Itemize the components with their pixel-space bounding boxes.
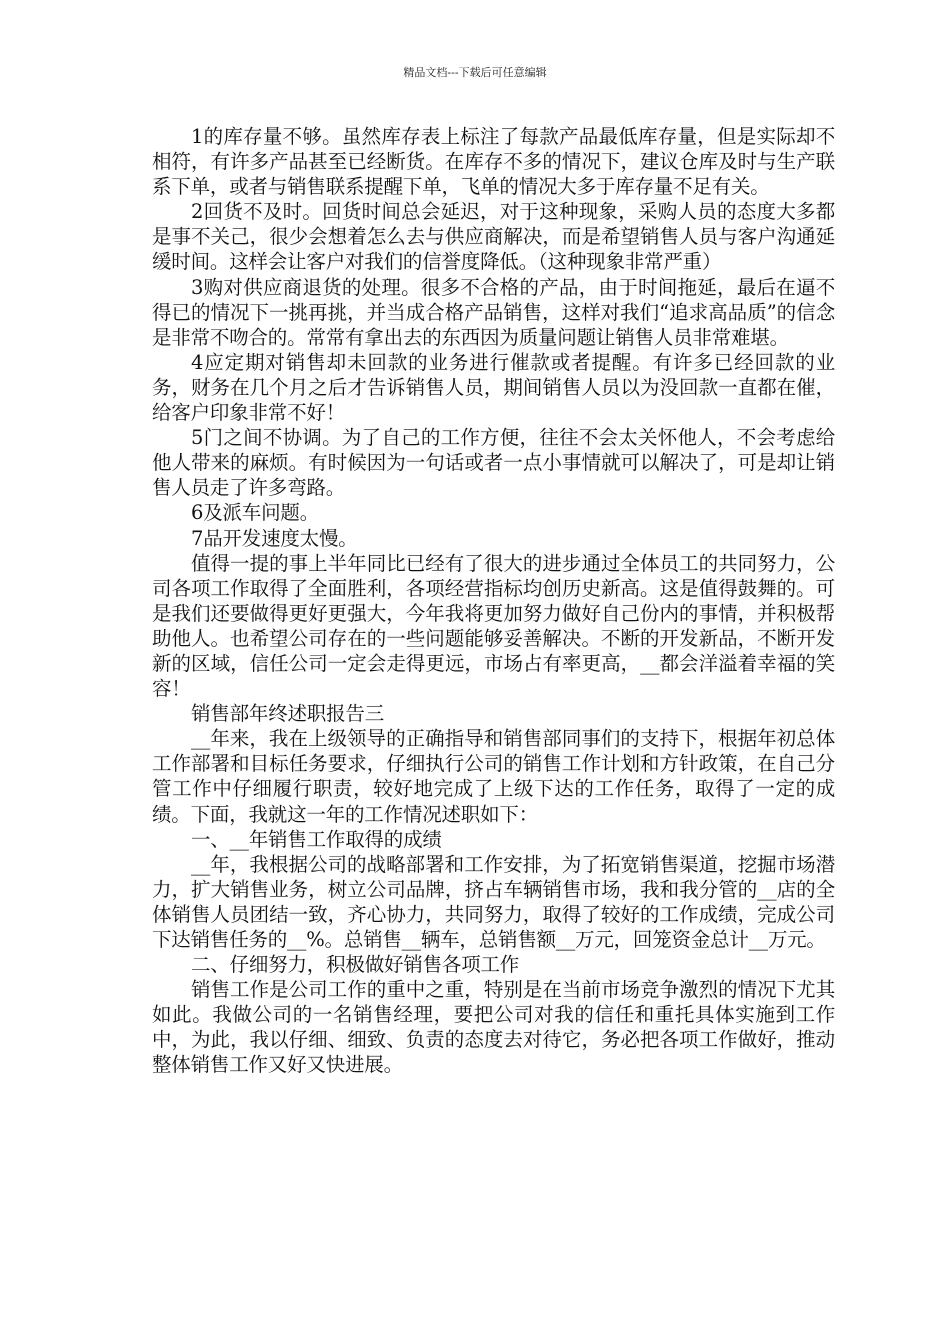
paragraph-returns: 3购对供应商退货的处理。很多不合格的产品，由于时间拖延，最后在逼不得已的情况下一挑再挑，并当成合格产品销售，这样对我们“追求高品质”的信念是非常不吻合的。常常有拿出去的东西因为质量问题让销售人员非常难堪。 <box>152 275 835 349</box>
paragraph-efforts: 销售工作是公司工作的重中之重，特别是在当前市场竞争激烈的情况下尤其如此。我做公司的一名销售经理，要把公司对我的信任和重托具体实施到工作中，为此，我以仔细、细致、负责的态度去对待它，务必把各项工作做好，推动整体销售工作又好又快进展。 <box>152 978 835 1077</box>
section-heading-achievements: 一、__年销售工作取得的成绩 <box>191 827 442 851</box>
paragraph-summary: 值得一提的事上半年同比已经有了很大的进步通过全体员工的共同努力，公司各项工作取得了全面胜利，各项经营指标均创历史新高。这是值得鼓舞的。可是我们还要做得更好更强大，今年我将更加努力做好自己份内的事情，并积极帮助他人。也希望公司存在的一些问题能够妥善解决。不断的开发新品，不断开发新的区域，信任公司一定会走得更远，市场占有率更高，__都会洋溢着幸福的笑容！ <box>152 551 835 701</box>
section-title-report: 销售部年终述职报告三 <box>191 702 385 726</box>
paragraph-delivery: 2回货不及时。回货时间总会延迟，对于这种现象，采购人员的态度大多都是事不关己，很少会想着怎么去与供应商解决，而是希望销售人员与客户沟通延缓时间。这样会让客户对我们的信誉度降低。（这种现象非常严重） <box>152 200 835 274</box>
paragraph-development: 7品开发速度太慢。 <box>191 526 358 550</box>
page-header: 精品文档---下载后可任意编辑 <box>403 66 547 79</box>
section-heading-efforts: 二、仔细努力，积极做好销售各项工作 <box>191 953 520 977</box>
paragraph-coordination: 5门之间不协调。为了自己的工作方便，往往不会太关怀他人，不会考虑给他人带来的麻烦。有时候因为一句话或者一点小事情就可以解决了，可是却让销售人员走了许多弯路。 <box>152 426 835 500</box>
document-body <box>152 124 835 1078</box>
paragraph-payment-collection: 4应定期对销售却未回款的业务进行催款或者提醒。有许多已经回款的业务，财务在几个月之后才告诉销售人员，期间销售人员以为没回款一直都在催，给客户印象非常不好！ <box>152 350 835 425</box>
paragraph-inventory: 1的库存量不够。虽然库存表上标注了每款产品最低库存量，但是实际却不相符，有许多产品甚至已经断货。在库存不多的情况下，建议仓库及时与生产联系下单，或者与销售联系提醒下单，飞单的情况大多于库存量不足有关。 <box>152 125 835 199</box>
paragraph-dispatch: 6及派车问题。 <box>191 501 320 525</box>
paragraph-achievements: __年，我根据公司的战略部署和工作安排，为了拓宽销售渠道，挖掘市场潜力，扩大销售业务，树立公司品牌，挤占车辆销售市场，我和我分管的__店的全体销售人员团结一致，齐心协力，共同努力，取得了较好的工作成绩，完成公司下达销售任务的__%。总销售__辆车，总销售额__万元，回笼资金总计__万元。 <box>152 852 835 951</box>
paragraph-intro: __年来，我在上级领导的正确指导和销售部同事们的支持下，根据年初总体工作部署和目标任务要求，仔细执行公司的销售工作计划和方针政策，在自己分管工作中仔细履行职责，较好地完成了上级下达的工作任务，取得了一定的成绩。下面，我就这一年的工作情况述职如下： <box>152 727 835 826</box>
